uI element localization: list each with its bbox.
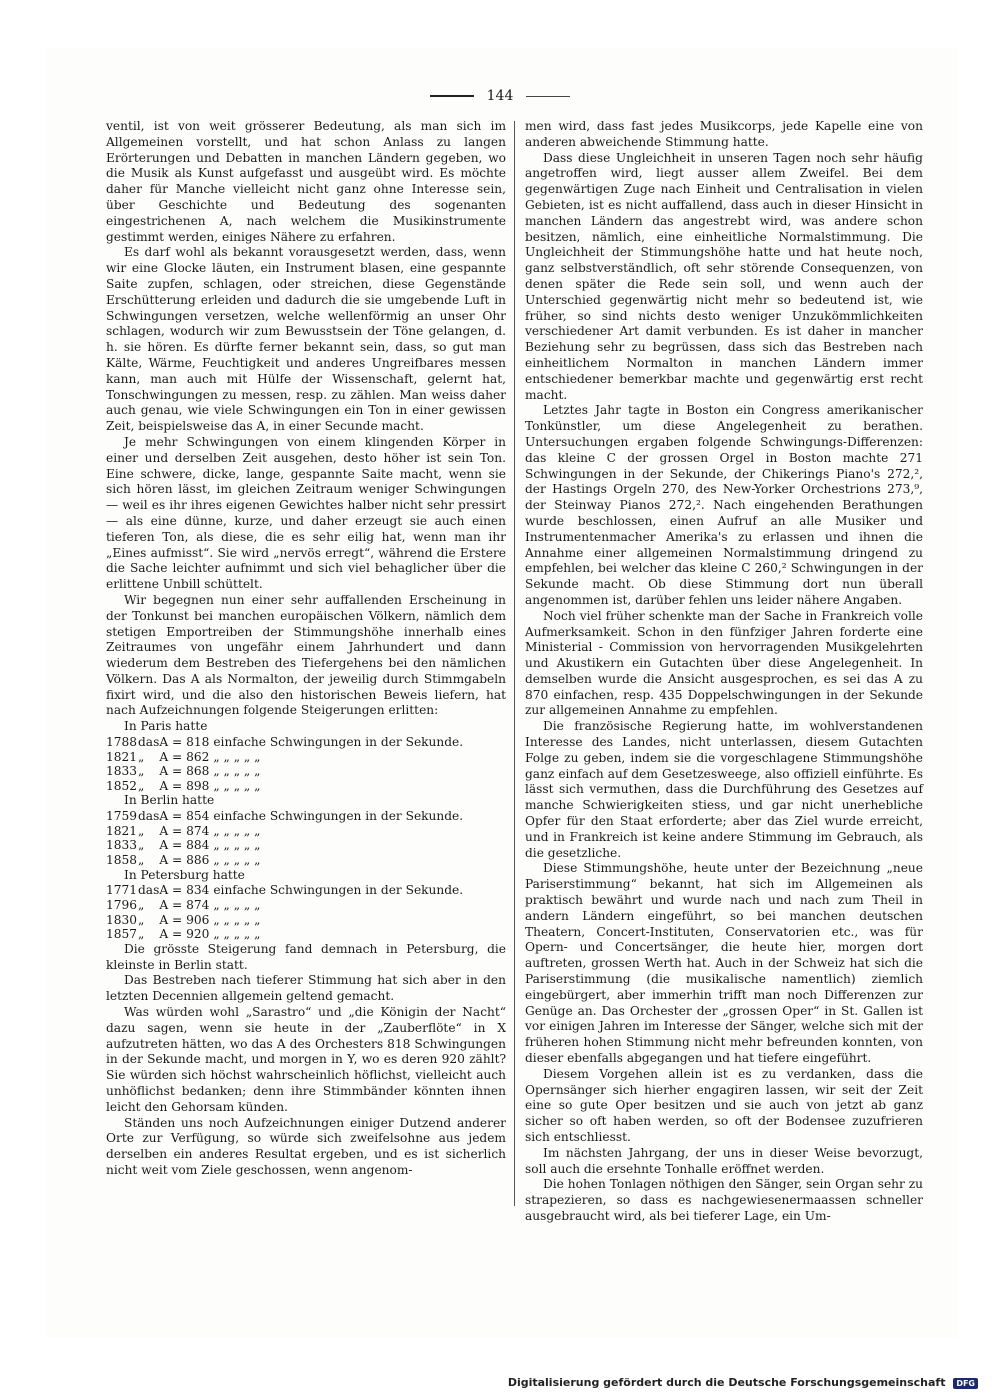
paragraph: Letztes Jahr tagte in Boston ein Congress amerikanischer Tonkünstler, um diese Angelegenheit zu berathen. Untersuchungen ergaben folgende Schwingungs-Differenzen: das kleine C der grossen Orgel in Boston machte 271 Schwingungen in der Sekunde, der Chikerings Piano's 272,², der Hastings Orgeln 270, des New-Yorker Orchestrions 273,⁹, der Steinway Pianos 272,². Nach eingehenden Berathungen wurde beschlossen, einen Aufruf an alle Musiker und Instrumentenmacher Amerika's zu erlassen und ihnen die Annahme einer allgemeinen Normalstimmung dringend zu empfehlen, bei welcher das kleine C 260,² Schwingungen in der Sekunde macht. Ob diese Stimmung dort nun überall angenommen ist, darüber fehlen uns leider nähere Angaben. (525, 403, 923, 607)
paragraph: Das Bestreben nach tieferer Stimmung hat sich aber in den letzten Decennien allgemein geltend gemacht. (106, 973, 506, 1004)
pitch-table-petersburg (106, 883, 506, 941)
dfg-logo-icon: DFG (953, 1378, 978, 1389)
table-row: 1796 „ A = 874 „ „ „ „ „ (106, 898, 261, 913)
table-row: 1771 das A = 834 einfache Schwingungen in der Sekunde. (106, 883, 464, 898)
header-rule-left (430, 95, 474, 97)
table-row: 1821 „ A = 874 „ „ „ „ „ (106, 823, 261, 838)
paragraph: ventil, ist von weit grösserer Bedeutung, als man sich im Allgemeinen vorstellt, und hat schon Anlass zu langen Erörterungen und Debatten in manchen Ländern gegeben, wo die Musik als Kunst aufgefasst und ausgeübt wird. Es möchte daher für Manche vielleicht nicht ganz ohne Interesse sein, über Geschichte und Bedeutung des sogenanten eingestrichenen A, nach welchem die Musikinstrumente gestimmt werden, einiges Nähere zu erfahren. (106, 119, 506, 244)
page-number: 144 (486, 88, 514, 104)
paragraph: Die grösste Steigerung fand demnach in Petersburg, die kleinste in Berlin statt. (106, 941, 506, 972)
table-row: 1788 das A = 818 einfache Schwingungen in der Sekunde. (106, 735, 464, 750)
table-heading-berlin: In Berlin hatte (124, 793, 215, 808)
table-row: 1833 „ A = 868 „ „ „ „ „ (106, 764, 261, 779)
paragraph: Ständen uns noch Aufzeichnungen einiger Dutzend anderer Orte zur Verfügung, so würde sich zweifelsohne aus jedem derselben ein anderes Resultat ergeben, und es ist sicherlich nicht weit vom Ziele geschossen, wenn angenom- (106, 1115, 506, 1177)
table-row: 1759 das A = 854 einfache Schwingungen in der Sekunde. (106, 809, 464, 824)
page-header (0, 88, 1000, 104)
table-row: 1833 „ A = 884 „ „ „ „ „ (106, 838, 261, 853)
paragraph: men wird, dass fast jedes Musikcorps, jede Kapelle eine von anderen abweichende Stimmung hatte. (525, 119, 923, 149)
paragraph: Diesem Vorgehen allein ist es zu verdanken, dass die Opernsänger sich hierher engagiren lassen, wir seit der Zeit eine so gute Oper besitzen und sie auch von jetzt ab ganz sicher so oft haben werden, so oft der Bodensee zuzufrieren sich entschliesst. (525, 1066, 923, 1144)
table-row: 1858 „ A = 886 „ „ „ „ „ (106, 853, 261, 868)
header-rule-right (526, 96, 570, 97)
paragraph: Noch viel früher schenkte man der Sache in Frankreich volle Aufmerksamkeit. Schon in den fünfziger Jahren forderte eine Ministerial - Commission von hervorragenden Musikgelehrten und Akustikern ein Gutachten über diese Angelegenheit. In demselben wurde die Ansicht ausgesprochen, es sei das A zu 870 einfachen, resp. 435 Doppelschwingungen in der Sekunde zur allgemeinen Annahme zu empfehlen. (525, 608, 923, 718)
table-row: 1857 „ A = 920 „ „ „ „ „ (106, 927, 261, 942)
pitch-table-berlin (106, 809, 506, 867)
column-divider (514, 121, 515, 1206)
left-column (106, 119, 506, 1179)
paragraph: Je mehr Schwingungen von einem klingenden Körper in einer und derselben Zeit ausgehen, desto höher ist sein Ton. Eine schwere, dicke, lange, gespannte Saite macht, wenn sie sich hören lässt, im gleichen Zeitraum weniger Schwingungen — weil es ihr ihres eigenen Gewichtes halber nicht sehr pressirt — als eine dünne, kurze, und daher erzeugt sie auch einen tieferen Ton, als diese, die es sehr eilig hat, wenn man ihr „Eines aufmisst“. Sie wird „nervös erregt“, während die Erstere die Sache leichter aufnimmt und sich viel behaglicher über die erlittene Unbill schüttelt. (106, 434, 506, 592)
right-column (525, 119, 923, 1225)
paragraph: Dass diese Ungleichheit in unseren Tagen noch sehr häufig angetroffen wird, liegt ausser allem Zweifel. Bei dem gegenwärtigen Zuge nach Einheit und Centralisation in vielen Gebieten, ist es nicht auffallend, dass auch in dieser Hinsicht in manchen Ländern das angestrebt wird, was andere schon besitzen, nämlich, eine einheitliche Normalstimmung. Die Ungleichheit der Stimmungshöhe hatte und hat heute noch, ganz selbstverständlich, oft sehr störende Consequenzen, von denen später die Rede sein soll, und wenn auch der Unterschied gegenwärtig nicht mehr so bedeutend ist, wie früher, so sind nichts desto weniger Unzukömmlichkeiten verschiedener Art damit verbunden. Es ist daher in mancher Beziehung sehr zu begrüssen, dass sich das Bestreben nach einheitlichem Normalton in manchen Ländern immer entschiedener bemerkbar machte und gegenwärtig erst recht macht. (525, 150, 923, 402)
pitch-table-paris (106, 735, 506, 793)
paragraph: Es darf wohl als bekannt vorausgesetzt werden, dass, wenn wir eine Glocke läuten, ein Instrument blasen, eine gespannte Saite zupfen, schlagen, oder streichen, diese Gegenstände Erschütterung erleiden und dadurch die sie umgebende Luft in Schwingungen versetzen, welche wellenförmig an unser Ohr schlagen, wodurch wir zum Bewusstsein der Töne gelangen, d. h. sie hören. Es dürfte ferner bekannt sein, dass, so gut man Kälte, Wärme, Feuchtigkeit und anderes Ungreifbares messen kann, man auch mit Hülfe der Wissenschaft, gelernt hat, Tonschwingungen zu messen, resp. zu zählen. Man weiss daher auch genau, wie viele Schwingungen ein Ton in einer gewissen Zeit, beispielsweise das A, in einer Secunde macht. (106, 245, 506, 434)
digitization-footer (508, 1376, 978, 1389)
table-row: 1852 „ A = 898 „ „ „ „ „ (106, 778, 261, 793)
paragraph: Diese Stimmungshöhe, heute unter der Bezeichnung „neue Pariserstimmung“ bekannt, hat sich im Allgemeinen als praktisch bewährt und wurde nach und nach zum Theil in andern Ländern eingeführt, so bei manchen deutschen Theatern, Concert-Instituten, Conservatorien etc., was für Opern- und Concertsänger, die heute hier, morgen dort auftreten, grossen Werth hat. Auch in der Schweiz hat sich die Pariserstimmung (die musikalische namentlich) ziemlich eingebürgert, aber immerhin trifft man noch Differenzen zur Genüge an. Das Orchester der „grossen Oper“ in St. Gallen ist vor einigen Jahren im Interesse der Sänger, welche sich mit der früheren hohen Stimmung nicht mehr befreunden konnten, von dieser ebenfalls abgegangen und hat tiefere eingeführt. (525, 861, 923, 1066)
paragraph: Die hohen Tonlagen nöthigen den Sänger, sein Organ sehr zu strapezieren, so dass es nachgewiesenermaassen schneller ausgebraucht wird, als bei tieferer Lage, ein Um- (525, 1177, 924, 1223)
table-row: 1821 „ A = 862 „ „ „ „ „ (106, 749, 261, 764)
paragraph: Die französische Regierung hatte, im wohlverstandenen Interesse des Landes, nicht unterlassen, diesem Gutachten Folge zu geben, indem sie die vorgeschlagene Stimmungshöhe ganz einfach auf dem Gesetzesweege, also offiziell einführte. Es lässt sich vermuthen, dass die Durchführung des Gesetzes auf manche Schwierigkeiten stiess, und gar nicht unerhebliche Opfer für den Staat erforderte; aber das Ziel wurde erreicht, und in Frankreich ist keine andere Stimmung im Gebrauch, als die gesetzliche. (525, 719, 923, 860)
table-row: 1830 „ A = 906 „ „ „ „ „ (106, 912, 261, 927)
table-heading-petersburg: In Petersburg hatte (124, 867, 245, 882)
table-heading-paris: In Paris hatte (124, 719, 208, 734)
footer-text: Digitalisierung gefördert durch die Deutsche Forschungsgemeinschaft (507, 1376, 946, 1389)
paragraph: Wir begegnen nun einer sehr auffallenden Erscheinung in der Tonkunst bei manchen europäischen Völkern, nämlich dem stetigen Emportreiben der Stimmungshöhe innerhalb eines Zeitraumes von ungefähr einem Jahrhundert und dann wiederum dem Bestreben des Tiefergehens bei den nämlichen Völkern. Das A als Normalton, der jeweilig durch Stimmgabeln fixirt wird, und die also den historischen Beweis liefern, hat nach Aufzeichnungen folgende Steigerungen erlitten: (106, 592, 506, 718)
paragraph: Was würden wohl „Sarastro“ und „die Königin der Nacht“ dazu sagen, wenn sie heute in der „Zauberflöte“ in X aufzutreten hätten, wo das A des Orchesters 818 Schwingungen in der Sekunde macht, und morgen in Y, wo es deren 920 zählt? Sie würden sich höchst wahrscheinlich höflichst, vielleicht auch unhöflichst bedanken; denn ihre Stimmbänder könnten ihnen leicht den Gehorsam künden. (106, 1004, 506, 1114)
paragraph: Im nächsten Jahrgang, der uns in dieser Weise bevorzugt, soll auch die ersehnte Tonhalle eröffnet werden. (525, 1145, 923, 1176)
